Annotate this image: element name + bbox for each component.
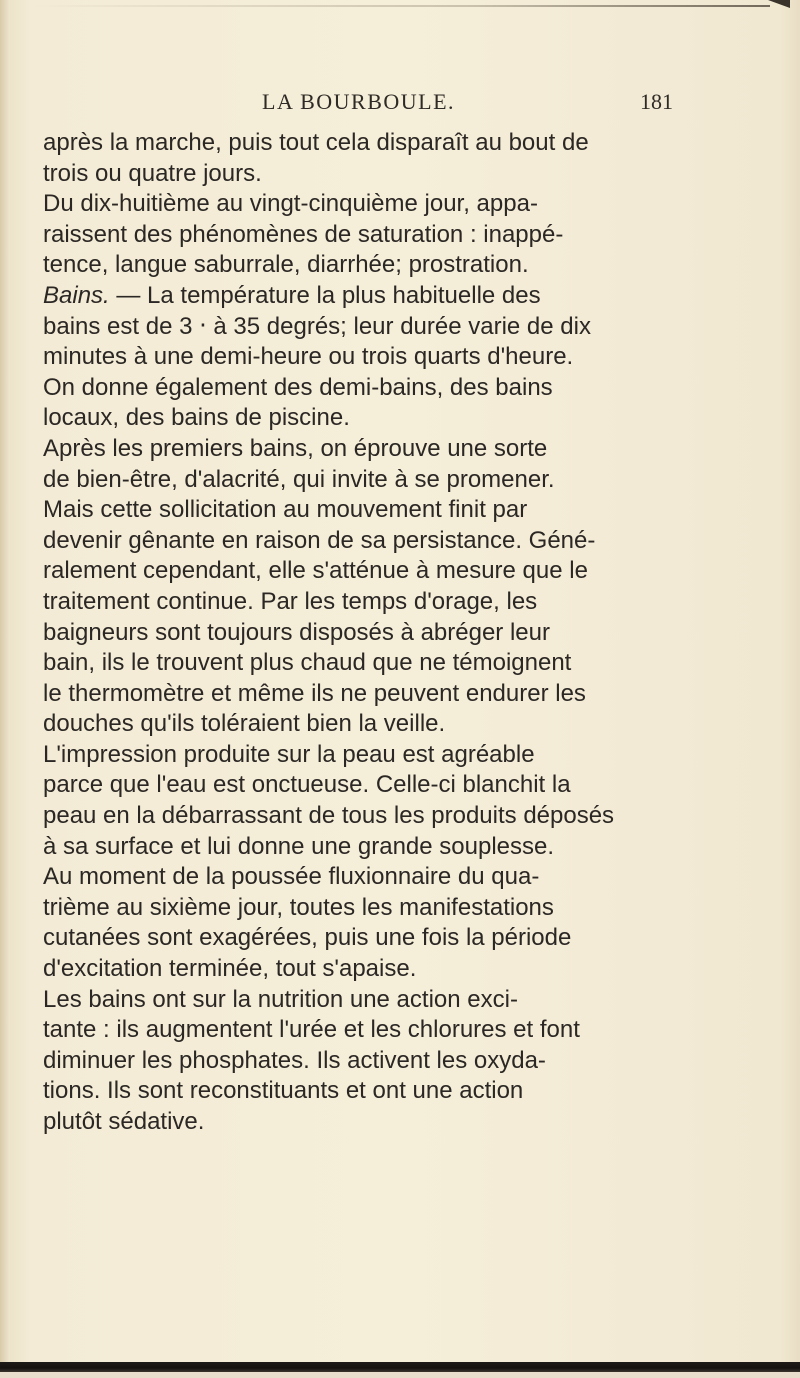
text-line: parce que l'eau est onctueuse. Celle-ci blanchit la xyxy=(43,771,571,799)
text-line: Mais cette sollicitation au mouvement finit par xyxy=(43,496,528,524)
page-header xyxy=(0,89,800,119)
corner-mark xyxy=(768,0,790,8)
bottom-edge xyxy=(0,1372,800,1378)
section-label-bains: Bains. xyxy=(43,281,110,309)
text-line: tante : ils augmentent l'urée et les chlorures et font xyxy=(43,1016,580,1044)
text-line: plutôt sédative. xyxy=(43,1108,205,1135)
text-line: L'impression produite sur la peau est agréable xyxy=(43,740,535,768)
text-line: baigneurs sont toujours disposés à abréger leur xyxy=(43,618,550,646)
text-line: d'excitation terminée, tout s'apaise. xyxy=(43,955,417,983)
text-line: traitement continue. Par les temps d'orage, les xyxy=(43,587,538,615)
text-line: raissent des phénomènes de saturation : inappé- xyxy=(43,220,564,248)
running-head: LA BOURBOULE. xyxy=(262,89,456,114)
bottom-scan-bar xyxy=(0,1362,800,1372)
text-line: cutanées sont exagérées, puis une fois la période xyxy=(43,924,572,952)
text-line: devenir gênante en raison de sa persistance. Géné- xyxy=(43,526,596,554)
text-line: le thermomètre et même ils ne peuvent endurer les xyxy=(43,679,586,707)
page-binding-edge xyxy=(0,0,10,1378)
text-line: bain, ils le trouvent plus chaud que ne témoignent xyxy=(43,649,572,677)
text-line-bains xyxy=(43,281,683,312)
text-line: à sa surface et lui donne une grande souplesse. xyxy=(43,832,555,860)
text-line: de bien-être, d'alacrité, qui invite à se promener. xyxy=(43,465,555,493)
text-line-content: — La température la plus habituelle des xyxy=(116,281,541,309)
text-line-content: Du dix-huitième au vingt-cinquième jour, appa- xyxy=(43,190,538,218)
text-line: trième au sixième jour, toutes les manifestations xyxy=(43,893,554,921)
text-line: après la marche, puis tout cela disparaît au bout de xyxy=(43,129,589,156)
text-line: On donne également des demi-bains, des bains xyxy=(43,373,553,401)
text-line: trois ou quatre jours. xyxy=(43,159,262,187)
text-line xyxy=(43,189,683,220)
page-number: 181 xyxy=(640,89,673,114)
text-line: locaux, des bains de piscine. xyxy=(43,404,350,432)
text-line: tence, langue saburrale, diarrhée; prostration. xyxy=(43,251,529,279)
text-line: tions. Ils sont reconstituants et ont une action xyxy=(43,1077,524,1105)
text-line: Les bains ont sur la nutrition une action exci- xyxy=(43,985,518,1013)
text-line: ralement cependant, elle s'atténue à mesure que le xyxy=(43,557,588,585)
text-line: bains est de 3 ‧ à 35 degrés; leur durée varie de dix xyxy=(43,312,591,340)
text-line: douches qu'ils toléraient bien la veille. xyxy=(43,710,446,738)
text-line: Au moment de la poussée fluxionnaire du qua- xyxy=(43,863,540,891)
text-line: diminuer les phosphates. Ils activent les oxyda- xyxy=(43,1046,546,1074)
text-line: Après les premiers bains, on éprouve une sorte xyxy=(43,434,548,462)
top-edge-line xyxy=(30,5,770,7)
body-text xyxy=(43,128,683,1138)
text-line: minutes à une demi-heure ou trois quarts d'heure. xyxy=(43,343,574,371)
text-line: peau en la débarrassant de tous les produits déposés xyxy=(43,802,615,830)
